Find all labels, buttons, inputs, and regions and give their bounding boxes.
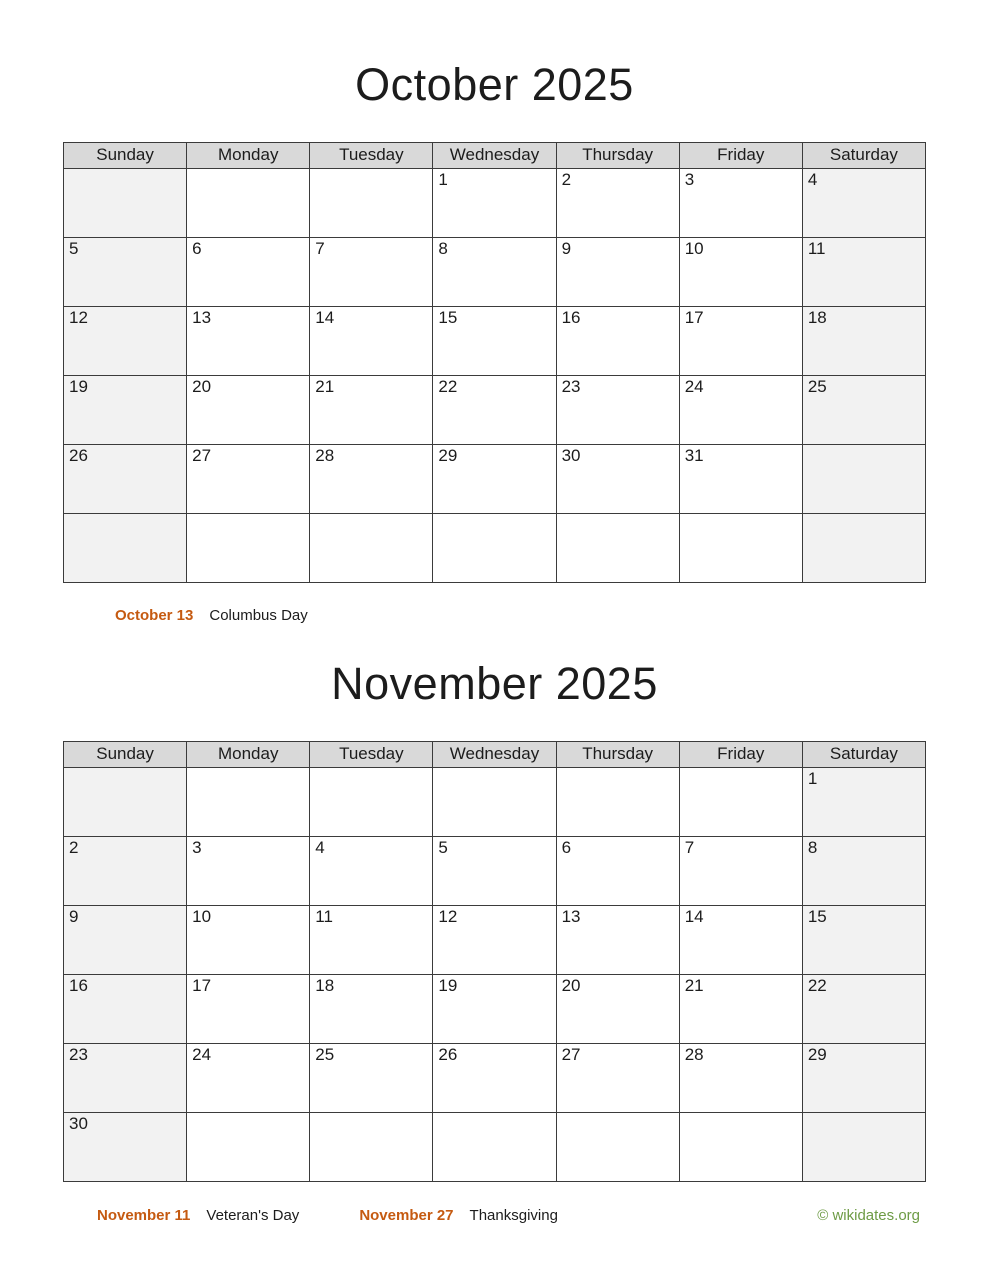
day-cell-23: 23 [64,1044,187,1113]
day-cell-29: 29 [802,1044,925,1113]
day-cell-9: 9 [556,238,679,307]
empty-day-cell [64,514,187,583]
day-cell-14: 14 [310,307,433,376]
day-cell-13: 13 [556,906,679,975]
empty-day-cell [187,768,310,837]
day-header-tuesday: Tuesday [310,742,433,768]
day-cell-28: 28 [310,445,433,514]
holiday-entry [97,1207,299,1224]
week-row [64,1113,926,1182]
day-cell-3: 3 [679,169,802,238]
day-cell-14: 14 [679,906,802,975]
empty-day-cell [679,514,802,583]
empty-day-cell [802,1113,925,1182]
week-row [64,376,926,445]
empty-day-cell [556,768,679,837]
day-cell-27: 27 [556,1044,679,1113]
day-cell-25: 25 [802,376,925,445]
day-cell-15: 15 [802,906,925,975]
day-header-tuesday: Tuesday [310,143,433,169]
day-cell-19: 19 [64,376,187,445]
day-cell-1: 1 [802,768,925,837]
day-cell-2: 2 [64,837,187,906]
day-cell-10: 10 [187,906,310,975]
holiday-date: November 27 [359,1207,454,1224]
empty-day-cell [187,514,310,583]
empty-day-cell [802,445,925,514]
day-cell-12: 12 [64,307,187,376]
copyright-link[interactable]: © wikidates.org [817,1207,920,1224]
day-cell-17: 17 [187,975,310,1044]
day-cell-17: 17 [679,307,802,376]
day-cell-27: 27 [187,445,310,514]
holiday-date: November 11 [97,1207,191,1224]
holiday-name: Thanksgiving [469,1207,558,1224]
day-cell-2: 2 [556,169,679,238]
month-section-november [63,654,926,1226]
november-calendar-table [63,741,926,1182]
weekday-header-row [64,742,926,768]
day-cell-26: 26 [433,1044,556,1113]
week-row [64,238,926,307]
empty-day-cell [556,1113,679,1182]
day-cell-24: 24 [679,376,802,445]
day-cell-21: 21 [310,376,433,445]
october-calendar-table [63,142,926,583]
day-cell-12: 12 [433,906,556,975]
week-row [64,768,926,837]
day-cell-8: 8 [433,238,556,307]
empty-day-cell [679,1113,802,1182]
day-cell-7: 7 [310,238,433,307]
empty-day-cell [64,768,187,837]
holiday-name: Veteran's Day [206,1207,300,1224]
day-header-monday: Monday [187,143,310,169]
day-cell-28: 28 [679,1044,802,1113]
week-row [64,445,926,514]
empty-day-cell [64,169,187,238]
day-header-saturday: Saturday [802,742,925,768]
day-cell-20: 20 [187,376,310,445]
day-cell-15: 15 [433,307,556,376]
day-header-monday: Monday [187,742,310,768]
page-footer [63,1206,926,1226]
empty-day-cell [310,514,433,583]
day-cell-9: 9 [64,906,187,975]
november-holiday-line [63,1206,618,1226]
day-cell-26: 26 [64,445,187,514]
empty-day-cell [310,1113,433,1182]
day-cell-1: 1 [433,169,556,238]
day-cell-11: 11 [310,906,433,975]
day-header-sunday: Sunday [64,143,187,169]
day-header-thursday: Thursday [556,742,679,768]
holiday-name: Columbus Day [209,607,308,624]
empty-day-cell [433,768,556,837]
october-holiday-line [63,606,926,626]
day-cell-25: 25 [310,1044,433,1113]
week-row [64,169,926,238]
day-header-saturday: Saturday [802,143,925,169]
day-cell-7: 7 [679,837,802,906]
week-row [64,307,926,376]
day-cell-6: 6 [187,238,310,307]
day-header-thursday: Thursday [556,143,679,169]
week-row [64,837,926,906]
holiday-entry [359,1207,558,1224]
calendar-page [0,55,989,1226]
day-header-friday: Friday [679,742,802,768]
day-cell-11: 11 [802,238,925,307]
week-row [64,975,926,1044]
day-cell-29: 29 [433,445,556,514]
day-cell-4: 4 [310,837,433,906]
holiday-date: October 13 [115,607,194,624]
empty-day-cell [187,1113,310,1182]
week-row [64,906,926,975]
day-cell-30: 30 [64,1113,187,1182]
day-cell-21: 21 [679,975,802,1044]
week-row [64,1044,926,1113]
day-cell-20: 20 [556,975,679,1044]
day-header-friday: Friday [679,143,802,169]
day-cell-31: 31 [679,445,802,514]
holiday-entry [115,607,308,624]
day-cell-19: 19 [433,975,556,1044]
empty-day-cell [310,768,433,837]
month-section-october [63,55,926,626]
weekday-header-row [64,143,926,169]
empty-day-cell [679,768,802,837]
empty-day-cell [433,1113,556,1182]
day-cell-23: 23 [556,376,679,445]
day-cell-22: 22 [433,376,556,445]
empty-day-cell [310,169,433,238]
day-cell-24: 24 [187,1044,310,1113]
day-cell-16: 16 [64,975,187,1044]
day-cell-6: 6 [556,837,679,906]
month-title-november: November 2025 [331,658,658,709]
empty-day-cell [802,514,925,583]
day-cell-3: 3 [187,837,310,906]
day-cell-5: 5 [433,837,556,906]
day-cell-16: 16 [556,307,679,376]
day-cell-30: 30 [556,445,679,514]
day-cell-10: 10 [679,238,802,307]
day-cell-18: 18 [802,307,925,376]
day-cell-4: 4 [802,169,925,238]
day-cell-8: 8 [802,837,925,906]
empty-day-cell [187,169,310,238]
day-cell-18: 18 [310,975,433,1044]
day-cell-13: 13 [187,307,310,376]
day-header-sunday: Sunday [64,742,187,768]
empty-day-cell [556,514,679,583]
empty-day-cell [433,514,556,583]
day-cell-22: 22 [802,975,925,1044]
day-cell-5: 5 [64,238,187,307]
week-row [64,514,926,583]
month-title-october: October 2025 [355,59,634,110]
day-header-wednesday: Wednesday [433,143,556,169]
day-header-wednesday: Wednesday [433,742,556,768]
